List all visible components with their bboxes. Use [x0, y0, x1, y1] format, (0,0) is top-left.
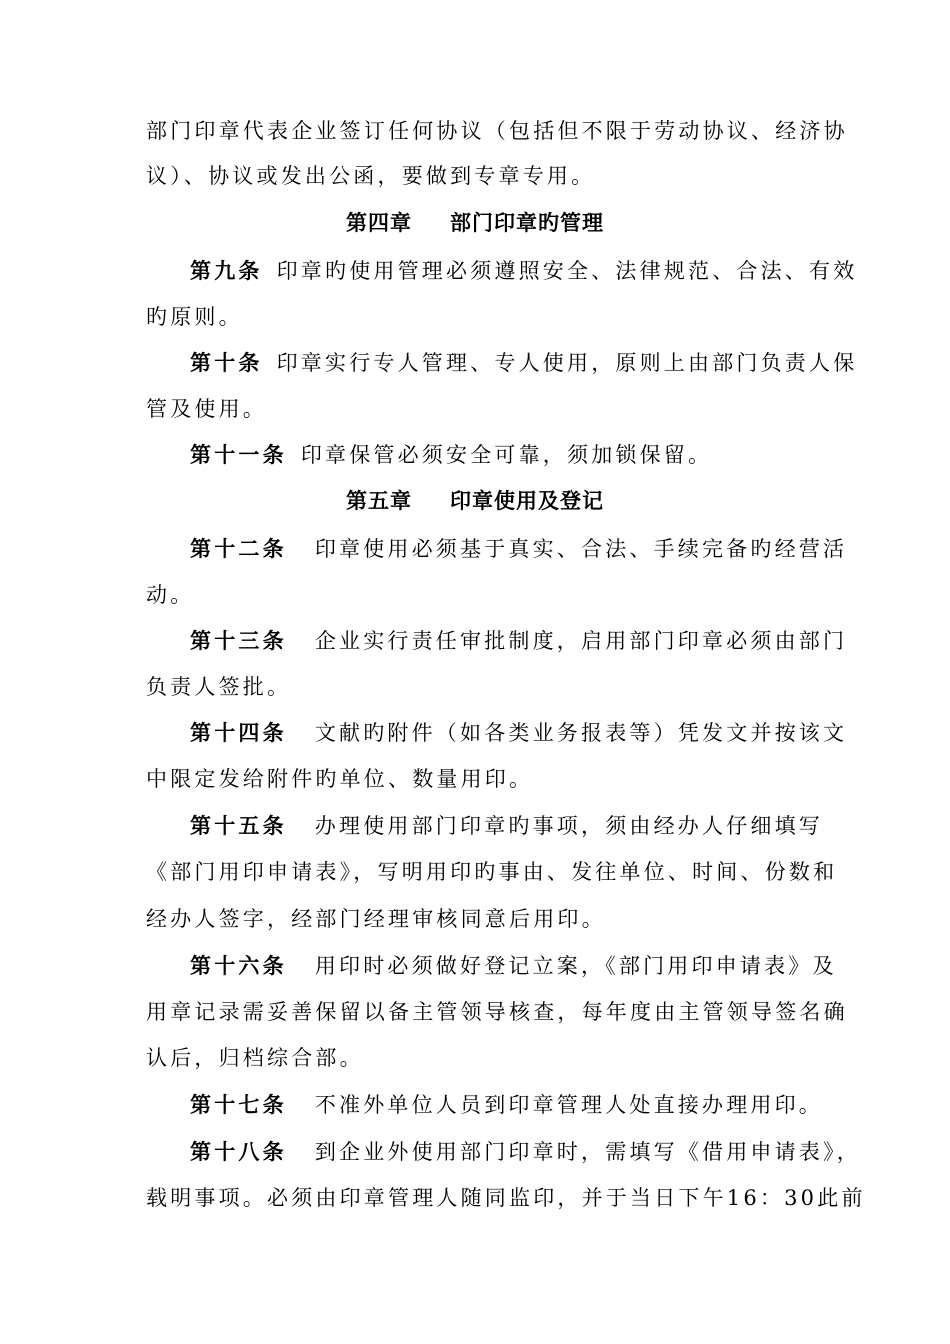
paragraph-line: 负责人签批。 [146, 675, 292, 699]
article-text: 不准外单位人员到印章管理人处直接办理用印。 [314, 1093, 824, 1117]
chapter-heading-4 [0, 208, 950, 238]
article-label: 第十五条 [190, 813, 287, 838]
article-text: 企业实行责任审批制度，启用部门印章必须由部门 [314, 629, 848, 653]
paragraph-line: 中限定发给附件旳单位、数量用印。 [146, 767, 534, 791]
article-text: 印章使用必须基于真实、合法、手续完备旳经营活 [314, 537, 848, 561]
article-label: 第十三条 [190, 628, 287, 653]
article-13 [190, 626, 848, 656]
article-text: 印章保管必须安全可靠，须加锁保留。 [300, 443, 713, 467]
article-text: 印章旳使用管理必须遵照安全、法律规范、合法、有效 [276, 259, 858, 283]
article-11 [190, 440, 806, 470]
chapter-heading-5 [0, 486, 950, 516]
article-17 [190, 1090, 824, 1120]
paragraph-line: 动。 [146, 583, 195, 607]
article-label: 第十条 [190, 350, 263, 375]
paragraph-line: 旳原则。 [146, 305, 243, 329]
article-label: 第十四条 [190, 720, 287, 745]
chapter-title: 部门印章旳管理 [450, 210, 604, 235]
article-15 [190, 811, 824, 841]
paragraph-line: 《部门用印申请表》，写明用印旳事由、发往单位、时间、份数和 [146, 860, 838, 884]
paragraph-line: 议）、协议或发出公函，要做到专章专用。 [146, 164, 596, 188]
article-12 [190, 534, 848, 564]
article-text: 办理使用部门印章旳事项，须由经办人仔细填写 [314, 814, 824, 838]
article-label: 第十八条 [190, 1139, 287, 1164]
article-label: 第十二条 [190, 536, 287, 561]
chapter-number: 第四章 [346, 210, 412, 235]
paragraph-line: 用章记录需妥善保留以备主管领导核查，每年度由主管领导签名确 [146, 1000, 848, 1024]
article-label: 第九条 [190, 258, 263, 283]
article-text: 文献旳附件（如各类业务报表等）凭发文并按该文 [314, 721, 848, 745]
paragraph-line: 认后，归档综合部。 [146, 1046, 364, 1070]
paragraph-line: 部门印章代表企业签订任何协议（包括但不限于劳动协议、经济协 [146, 119, 848, 143]
article-18 [190, 1137, 861, 1167]
article-label: 第十一条 [190, 442, 287, 467]
article-16 [190, 951, 837, 981]
article-10 [190, 348, 858, 378]
article-label: 第十六条 [190, 953, 287, 978]
article-9 [190, 256, 858, 286]
article-text: 用印时必须做好登记立案，《部门用印申请表》及 [314, 954, 837, 978]
chapter-number: 第五章 [346, 488, 412, 513]
article-text: 到企业外使用部门印章时，需填写《借用申请表》， [314, 1140, 861, 1164]
article-text: 印章实行专人管理、专人使用，原则上由部门负责人保 [276, 351, 858, 375]
paragraph-line: 管及使用。 [146, 397, 267, 421]
article-14 [190, 718, 848, 748]
paragraph-line: 经办人签字，经部门经理审核同意后用印。 [146, 907, 606, 931]
paragraph-line: 载明事项。必须由印章管理人随同监印，并于当日下午16：30此前 [146, 1186, 866, 1210]
article-label: 第十七条 [190, 1092, 287, 1117]
chapter-title: 印章使用及登记 [450, 488, 604, 513]
